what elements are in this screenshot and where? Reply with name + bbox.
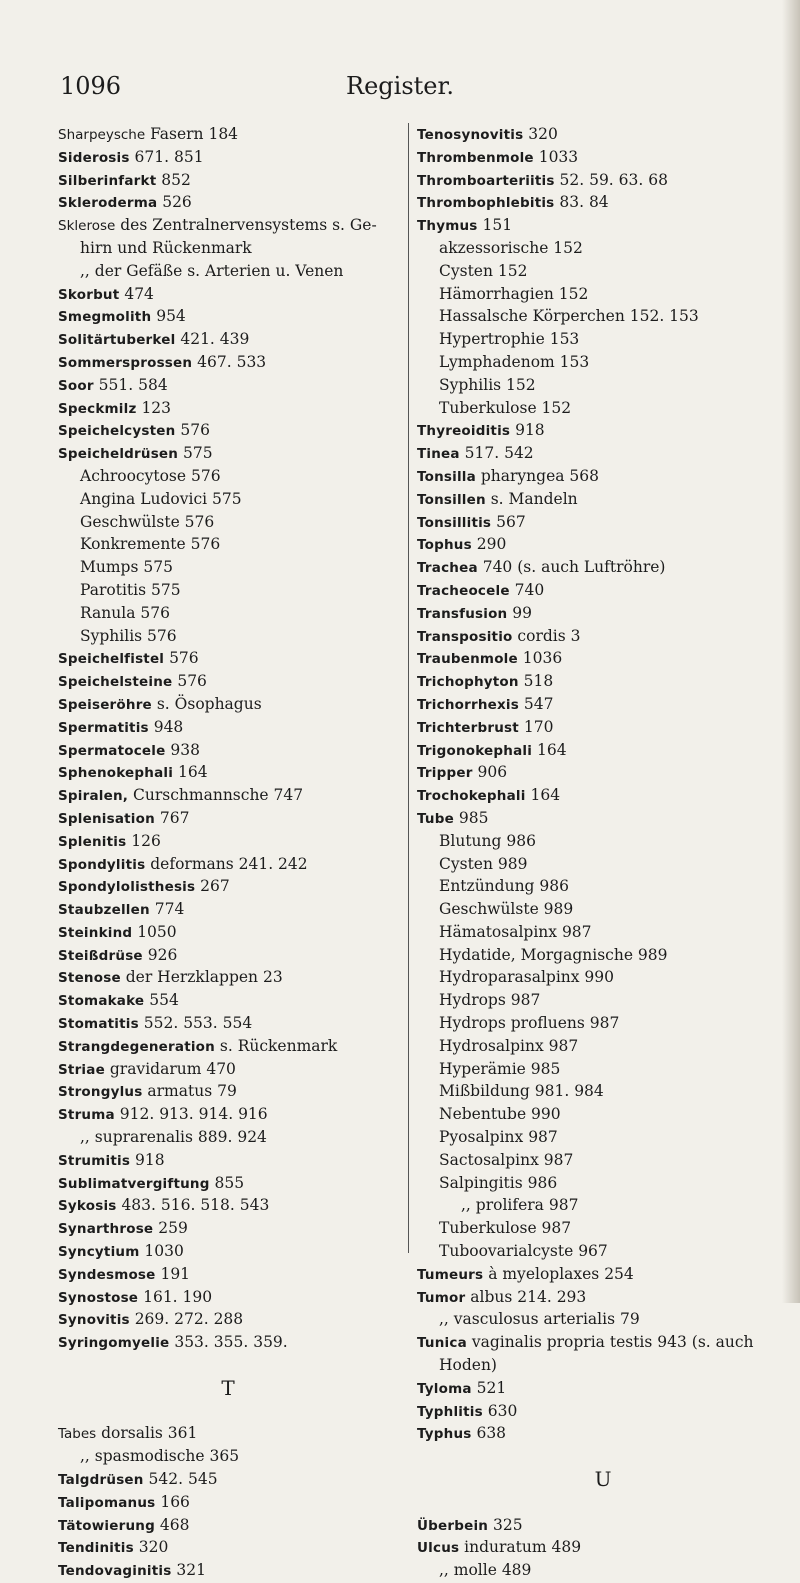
index-term: Synostose: [58, 1289, 139, 1306]
index-term: Transpositio: [417, 628, 513, 645]
index-entry: [417, 784, 789, 807]
section-letter: T: [221, 1375, 235, 1400]
index-term: Solitärtuberkel: [58, 332, 176, 349]
index-term: Ulcus: [417, 1540, 460, 1557]
index-term: Talgdrüsen: [58, 1472, 144, 1489]
index-pages: 575: [178, 444, 213, 463]
index-term: Tube: [417, 810, 454, 827]
index-pages: 576: [172, 672, 207, 691]
index-pages: 161. 190: [138, 1287, 213, 1306]
index-entry: [58, 1308, 398, 1331]
index-entry: [417, 579, 789, 602]
index-term: Trochokephali: [417, 788, 526, 805]
index-subentry: Konkremente 576: [80, 535, 221, 554]
index-subentry: Salpingitis 986: [439, 1173, 558, 1192]
index-pages: 918: [130, 1150, 165, 1169]
index-term: Stomatitis: [58, 1016, 139, 1033]
index-entry: [417, 146, 789, 169]
index-term: Speichelsteine: [58, 674, 173, 691]
index-pages: 518: [518, 672, 554, 691]
index-pages: 954: [151, 307, 186, 326]
index-term: Thrombophlebitis: [417, 195, 555, 212]
index-term: Steißdrüse: [58, 947, 143, 964]
index-subentry: Entzündung 986: [439, 877, 569, 896]
spacer: [417, 1445, 789, 1468]
index-entry: [58, 944, 398, 967]
index-entry: [58, 1149, 398, 1172]
index-subentry: Hypertrophie 153: [439, 330, 580, 349]
index-term: Spermatocele: [58, 742, 166, 759]
index-entry: [58, 191, 398, 214]
index-pages: 852: [156, 170, 191, 189]
index-term: Tenosynovitis: [417, 127, 524, 143]
index-pages: 740 (s. auch Luftröhre): [477, 558, 666, 577]
index-subentry: Hoden): [439, 1356, 497, 1375]
index-pages: 547: [518, 694, 554, 713]
index-pages: s. Ösophagus: [151, 694, 262, 713]
index-term: Tumeurs: [417, 1266, 484, 1283]
index-continuation: ,, molle 489: [439, 1561, 532, 1580]
index-entry: [58, 1286, 398, 1309]
index-entry: [58, 989, 398, 1012]
index-pages: 259: [153, 1219, 188, 1238]
index-entry: [58, 1422, 398, 1445]
index-term: Tripper: [417, 765, 473, 782]
index-subentry: Hydrosalpinx 987: [439, 1036, 579, 1055]
index-pages: 918: [510, 421, 545, 440]
index-subentry: Geschwülste 989: [439, 900, 574, 919]
index-term: Speicheldrüsen: [58, 446, 179, 463]
index-pages: Fasern 184: [145, 125, 239, 143]
index-pages: 554: [144, 991, 179, 1010]
index-term: Strongylus: [58, 1084, 143, 1101]
index-term: Tonsillen: [417, 491, 486, 508]
index-pages: 671. 851: [129, 147, 204, 166]
index-entry: [417, 1286, 789, 1309]
index-term: Thymus: [417, 218, 478, 235]
index-entry: [58, 214, 398, 237]
index-pages: 170: [518, 717, 554, 736]
index-pages: cordis 3: [512, 626, 581, 645]
index-column-right: [408, 123, 789, 1580]
index-pages: 630: [482, 1401, 518, 1420]
index-entry: [417, 1514, 789, 1537]
index-term: Sharpeysche: [58, 127, 146, 143]
index-entry: [417, 533, 789, 556]
index-term: Splenitis: [58, 833, 127, 850]
index-pages: 551. 584: [93, 375, 168, 394]
index-term: Strumitis: [58, 1152, 131, 1169]
index-pages: 774: [149, 900, 185, 919]
index-pages: 191: [155, 1264, 191, 1283]
index-subentry: Tuberkulose 987: [439, 1219, 572, 1238]
index-subentry: Hämatosalpinx 987: [439, 922, 592, 941]
index-column-left: [58, 123, 398, 1582]
index-pages: albus 214. 293: [465, 1287, 587, 1306]
index-pages: 321: [171, 1561, 206, 1580]
index-subentry: Hyperämie 985: [439, 1059, 561, 1078]
index-term: Typhus: [417, 1426, 472, 1443]
index-subentry: Tuberkulose 152: [439, 398, 572, 417]
index-entry: [417, 1377, 789, 1400]
index-pages: 320: [133, 1538, 169, 1557]
index-entry: [58, 1058, 398, 1081]
index-entry: [58, 830, 398, 853]
index-entry: [58, 1035, 398, 1058]
index-pages: 151: [477, 216, 513, 235]
index-entry: [58, 1240, 398, 1263]
index-pages: 123: [136, 398, 172, 417]
index-subentry: Hämorrhagien 152: [439, 284, 589, 303]
index-subentry: Pyosalpinx 987: [439, 1128, 558, 1147]
index-term: Syncytium: [58, 1244, 140, 1261]
index-entry: [58, 1103, 398, 1126]
index-entry: [417, 214, 789, 237]
index-term: Sykosis: [58, 1198, 117, 1215]
index-entry: [58, 1491, 398, 1514]
index-pages: 855: [209, 1173, 245, 1192]
index-term: Skorbut: [58, 286, 120, 303]
index-term: Trachea: [417, 560, 478, 577]
index-term: Struma: [58, 1107, 115, 1124]
index-term: Speiseröhre: [58, 696, 152, 713]
index-pages: 267: [195, 877, 230, 896]
index-term: Speichelcysten: [58, 423, 176, 440]
index-term: Tonsillitis: [417, 514, 492, 531]
index-pages: 290: [471, 535, 507, 554]
index-entry: [58, 442, 398, 465]
index-entry: [58, 123, 398, 146]
index-subentry: Syphilis 152: [439, 375, 536, 394]
index-pages: 526: [157, 193, 192, 212]
index-term: Splenisation: [58, 810, 155, 827]
index-pages: 353. 355. 359.: [169, 1333, 288, 1352]
index-term: Staubzellen: [58, 902, 150, 919]
index-pages: 467. 533: [192, 352, 267, 371]
index-continuation: ,, prolifera 987: [461, 1196, 579, 1215]
index-entry: [58, 351, 398, 374]
index-entry: [417, 442, 789, 465]
index-pages: 542. 545: [143, 1470, 218, 1489]
index-term: Trichophyton: [417, 674, 519, 691]
index-subentry: Nebentube 990: [439, 1105, 561, 1124]
index-pages: dorsalis 361: [96, 1424, 198, 1443]
index-entry: [58, 1194, 398, 1217]
spacer: [58, 1400, 398, 1423]
index-term: Tracheocele: [417, 582, 510, 599]
index-term: Spiralen,: [58, 788, 129, 805]
index-pages: 83. 84: [554, 193, 609, 212]
index-subentry: Tuboovarialcyste 967: [439, 1242, 608, 1261]
index-entry: [417, 739, 789, 762]
index-subentry: Parotitis 575: [80, 580, 181, 599]
index-subentry: Sactosalpinx 987: [439, 1150, 574, 1169]
index-term: Talipomanus: [58, 1494, 156, 1511]
index-entry: [417, 191, 789, 214]
index-pages: 474: [119, 284, 154, 303]
index-entry: [58, 374, 398, 397]
index-pages: pharyngea 568: [475, 466, 600, 485]
index-entry: [417, 1536, 789, 1559]
index-pages: deformans 241. 242: [145, 854, 308, 873]
index-entry: [58, 1468, 398, 1491]
index-term: Synovitis: [58, 1312, 130, 1329]
index-subentry: Blutung 986: [439, 831, 536, 850]
index-continuation: ,, der Gefäße s. Arterien u. Venen: [80, 261, 344, 280]
section-letter: U: [594, 1467, 612, 1492]
index-pages: 767: [154, 808, 190, 827]
index-entry: [417, 670, 789, 693]
index-subentry: Mumps 575: [80, 558, 173, 577]
index-entry: [58, 693, 398, 716]
index-entry: [58, 647, 398, 670]
index-entry: [58, 169, 398, 192]
index-term: Tyloma: [417, 1380, 472, 1397]
index-entry: [417, 693, 789, 716]
index-subentry: Ranula 576: [80, 603, 170, 622]
index-pages: 1033: [533, 147, 579, 166]
index-entry: [58, 761, 398, 784]
index-term: Speckmilz: [58, 400, 137, 417]
index-entry: [58, 397, 398, 420]
index-term: Siderosis: [58, 149, 130, 166]
index-subentry: Cysten 152: [439, 261, 528, 280]
index-subentry: Mißbildung 981. 984: [439, 1082, 604, 1101]
index-pages: induratum 489: [459, 1538, 582, 1557]
index-subentry: akzessorische 152: [439, 238, 583, 257]
index-pages: 164: [173, 763, 208, 782]
index-subentry: Hydrops 987: [439, 991, 541, 1010]
index-entry: [417, 511, 789, 534]
index-pages: s. Rückenmark: [214, 1036, 338, 1055]
index-term: Silberinfarkt: [58, 172, 157, 189]
index-entry: [58, 1080, 398, 1103]
index-entry: [58, 1536, 398, 1559]
index-entry: [58, 670, 398, 693]
index-pages: 740: [509, 580, 545, 599]
index-pages: à myeloplaxes 254: [483, 1264, 634, 1283]
index-entry: [58, 1172, 398, 1195]
index-entry: [58, 807, 398, 830]
index-subentry: Cysten 989: [439, 854, 528, 873]
index-term: Soor: [58, 377, 94, 394]
index-pages: armatus 79: [142, 1082, 237, 1101]
index-entry: [58, 1012, 398, 1035]
index-term: Tendinitis: [58, 1540, 134, 1557]
index-term: Traubenmole: [417, 651, 518, 668]
index-term: Synarthrose: [58, 1221, 154, 1238]
index-pages: 1030: [139, 1242, 184, 1261]
spacer: [58, 1354, 398, 1377]
index-pages: 1050: [132, 922, 177, 941]
index-entry: [58, 146, 398, 169]
index-pages: 517. 542: [459, 444, 534, 463]
index-pages: 638: [471, 1424, 507, 1443]
index-entry: [417, 625, 789, 648]
index-pages: 576: [175, 421, 210, 440]
index-term: Thromboarteriitis: [417, 172, 555, 189]
index-subentry: Syphilis 576: [80, 626, 177, 645]
index-pages: 483. 516. 518. 543: [116, 1196, 270, 1215]
index-pages: 325: [488, 1515, 523, 1534]
index-term: Skleroderma: [58, 195, 158, 212]
index-entry: [417, 647, 789, 670]
index-entry: [417, 123, 789, 146]
index-entry: [58, 1331, 398, 1354]
index-term: Trichorrhexis: [417, 696, 519, 713]
index-entry: [58, 716, 398, 739]
index-pages: 99: [507, 603, 533, 622]
index-term: Tonsilla: [417, 468, 476, 485]
index-pages: 52. 59. 63. 68: [554, 170, 668, 189]
index-term: Trigonokephali: [417, 742, 533, 759]
index-entry: [417, 465, 789, 488]
index-term: Strangdegeneration: [58, 1038, 215, 1055]
index-subentry: Angina Ludovici 575: [80, 489, 242, 508]
page-header: [60, 72, 740, 104]
spacer: [417, 1491, 789, 1514]
index-entry: [417, 1400, 789, 1423]
index-entry: [417, 169, 789, 192]
index-entry: [417, 1331, 789, 1354]
index-entry: [58, 305, 398, 328]
index-term: Tendovaginitis: [58, 1563, 172, 1580]
index-entry: [417, 807, 789, 830]
index-pages: 320: [523, 125, 558, 143]
index-entry: [417, 488, 789, 511]
index-term: Spermatitis: [58, 719, 149, 736]
index-term: Tunica: [417, 1335, 467, 1352]
index-pages: des Zentralnervensystems s. Ge-: [115, 216, 377, 235]
index-term: Transfusion: [417, 605, 508, 622]
index-pages: 126: [126, 831, 161, 850]
index-entry: [58, 875, 398, 898]
index-term: Tophus: [417, 537, 472, 554]
index-entry: [58, 1559, 398, 1582]
index-entry: [58, 898, 398, 921]
index-pages: 468: [154, 1515, 190, 1534]
index-continuation: hirn und Rückenmark: [80, 238, 252, 257]
index-entry: [58, 328, 398, 351]
index-entry: [58, 283, 398, 306]
index-term: Sphenokephali: [58, 765, 174, 782]
index-term: Stenose: [58, 970, 121, 987]
index-entry: [58, 853, 398, 876]
index-pages: gravidarum 470: [104, 1059, 236, 1078]
index-term: Tätowierung: [58, 1517, 155, 1534]
index-entry: [417, 1263, 789, 1286]
index-pages: 1036: [517, 649, 563, 668]
index-continuation: ,, spasmodische 365: [80, 1447, 240, 1466]
index-subentry: Hydroparasalpinx 990: [439, 968, 615, 987]
index-entry: [417, 602, 789, 625]
index-term: Syringomyelie: [58, 1335, 170, 1352]
index-term: Sommersprossen: [58, 354, 193, 371]
index-pages: 421. 439: [175, 330, 250, 349]
index-pages: 164: [532, 740, 567, 759]
index-subentry: Hassalsche Körperchen 152. 153: [439, 307, 699, 326]
index-entry: [58, 1217, 398, 1240]
index-subentry: Hydrops profluens 987: [439, 1014, 620, 1033]
index-term: Tinea: [417, 446, 460, 463]
index-term: Trichterbrust: [417, 719, 519, 736]
index-pages: 912. 913. 914. 916: [114, 1105, 268, 1124]
index-term: Tabes: [58, 1426, 97, 1443]
index-pages: Curschmannsche 747: [128, 786, 304, 805]
index-pages: 906: [472, 763, 508, 782]
index-term: Stomakake: [58, 993, 145, 1010]
page-title: Register.: [346, 72, 454, 100]
index-pages: 567: [491, 512, 526, 531]
index-term: Sublimatvergiftung: [58, 1175, 210, 1192]
index-entry: [58, 1263, 398, 1286]
index-pages: 985: [453, 808, 489, 827]
page-number: 1096: [60, 72, 122, 100]
index-subentry: Hydatide, Morgagnische 989: [439, 945, 668, 964]
index-pages: 164: [525, 786, 561, 805]
index-pages: 576: [164, 649, 199, 668]
index-pages: 938: [165, 740, 200, 759]
index-term: Smegmolith: [58, 309, 152, 326]
index-term: Syndesmose: [58, 1266, 156, 1283]
index-pages: der Herzklappen 23: [120, 968, 283, 987]
index-entry: [417, 761, 789, 784]
index-term: Steinkind: [58, 924, 133, 941]
index-term: Thrombenmole: [417, 149, 534, 166]
index-subentry: Lymphadenom 153: [439, 352, 590, 371]
index-continuation: ,, vasculosus arterialis 79: [439, 1310, 640, 1329]
index-term: Überbein: [417, 1517, 489, 1534]
index-pages: vaginalis propria testis 943 (s. auch: [466, 1333, 754, 1352]
index-term: Typhlitis: [417, 1403, 483, 1420]
index-continuation: ,, suprarenalis 889. 924: [80, 1128, 267, 1147]
index-pages: 269. 272. 288: [129, 1310, 244, 1329]
index-entry: [58, 419, 398, 442]
index-pages: 521: [471, 1378, 507, 1397]
index-term: Spondylolisthesis: [58, 879, 196, 896]
index-term: Sklerose: [58, 218, 116, 235]
index-entry: [58, 966, 398, 989]
index-entry: [417, 1422, 789, 1445]
index-pages: 552. 553. 554: [138, 1014, 253, 1033]
index-term: Spondylitis: [58, 856, 146, 873]
index-term: Thyreoiditis: [417, 423, 511, 440]
index-subentry: Geschwülste 576: [80, 512, 215, 531]
index-entry: [58, 921, 398, 944]
index-entry: [58, 1514, 398, 1537]
index-term: Tumor: [417, 1289, 466, 1306]
index-pages: 166: [155, 1492, 190, 1511]
index-term: Speichelfistel: [58, 651, 165, 668]
index-pages: s. Mandeln: [485, 489, 578, 508]
index-term: Striae: [58, 1061, 105, 1078]
index-pages: 926: [142, 945, 178, 964]
index-entry: [417, 716, 789, 739]
index-entry: [58, 784, 398, 807]
index-pages: 948: [148, 717, 184, 736]
index-entry: [417, 419, 789, 442]
index-entry: [417, 556, 789, 579]
index-entry: [58, 739, 398, 762]
index-subentry: Achroocytose 576: [80, 466, 221, 485]
